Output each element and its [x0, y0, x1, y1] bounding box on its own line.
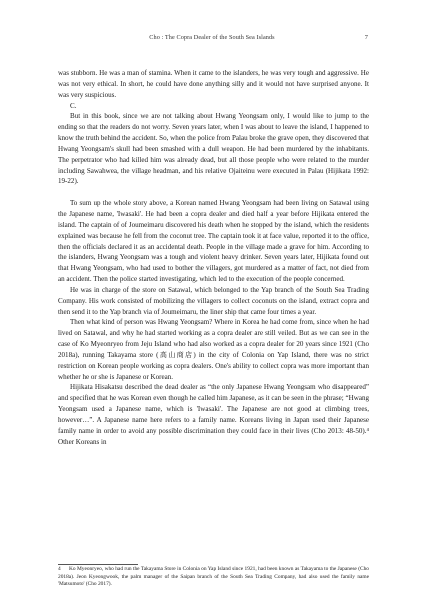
running-title: Cho : The Copra Dealer of the South Sea Islands: [149, 34, 275, 41]
paragraph: He was in charge of the store on Satawal, which belonged to the Yap branch of the South Sea Trading Company. His work consisted of mobilizing the villagers to collect coconuts on the island, extract copra and then send it to the Yap branch via of Joumeimaru, the liner ship that came four times a year.: [58, 285, 369, 316]
footnote-number: 4: [58, 566, 61, 572]
footnote-text: Ko Myeonryeo, who had run the Takayama Store in Colonia on Yap Island since 1921, had been known as Takayama to the Japanese (Cho 2018a). Jeon Kyeongwook, the palm manager of the Saipan branch of the South Sea Trading Company, had also used the family name 'Matsumoto' (Cho 2017).: [58, 566, 369, 588]
paragraph: But in this book, since we are not talking about Hwang Yeongsam only, I would like to jump to the ending so that the readers do not worry. Seven years later, when I was about to leave the island, I happened to know the truth behind the accident. So, when the police from Palau broke the grave open, they discovered that Hwang Yeongsam's skull had been smashed with a dull weapon. He had been murdered by the inhabitants. The perpetrator who had killed him was already dead, but all those people who were related to the murder including Sawahwea, the village headman, and his relative Ojaiteinu were executed in Palau (Hijikata 1992: 19-22).: [58, 112, 369, 186]
paragraph: was stubborn. He was a man of stamina. When it came to the islanders, he was very tough and aggressive. He was not very ethical. In short, he could have done anything silly and it would not have surprised anyone. It was very suspicious.: [58, 69, 369, 99]
paragraph: To sum up the whole story above, a Korean named Hwang Yeongsam had been living on Satawal using the Japanese name, 'Iwasaki'. He had been a copra dealer and died half a year before Hijikata entered the island. The captain of of Joumeimaru discovered his death when he stopped by the island, which the residents explained was because he fell from the coconut tree. The captain took it at face value, reported it to the office, then the officials declared it as an accidental death. People in the village made a grave for him. According to the islanders, Hwang Yeongsam was a tough and violent heavy drinker. Seven years later, Hijikata found out that Hwang Yeongsam, who had used to bother the villagers, got murdered as a matter of fact, not died from an accident. Then the police started investigating, which led to the execution of the people concerned.: [58, 199, 369, 284]
section-letter: C.: [70, 101, 77, 110]
footnote-divider: [58, 564, 138, 565]
page-header: [0, 34, 424, 46]
body-text: [58, 68, 369, 448]
footnote: [58, 566, 369, 589]
paragraph: Hijikata Hisakatsu described the dead dealer as “the only Japanese Hwang Yeongsam who disappeared” and specified that he was Korean even though he called him Japanese, as it can be seen in the phrase; “Hwang Yeongsam used a Japanese name, which is 'Iwasaki'. The Japanese are not good at climbing trees, however…”. A Japanese name here refers to a family name. Koreans living in Japan used their Japanese family name in order to avoid any possible discrimination they could face in their lives (Cho 2013: 48-50).⁴ Other Koreans in: [58, 383, 369, 446]
page-number: 7: [364, 34, 368, 41]
paragraph: Then what kind of person was Hwang Yeongsam? Where in Korea he had come from, since when he had lived on Satawal, and why he had started working as a copra dealer are still veiled. But as we can see in the case of Ko Myeonryeo from Jeju Island who had also worked as a copra dealer for 20 years since 1921 (Cho 2018a), running Takayama store (高山商店) in the city of Colonia on Yap Island, there was no strict restriction on Korean people working as copra dealers. One's ability to collect copra was more important than whether he or she is Japanese or Korean.: [58, 318, 369, 381]
